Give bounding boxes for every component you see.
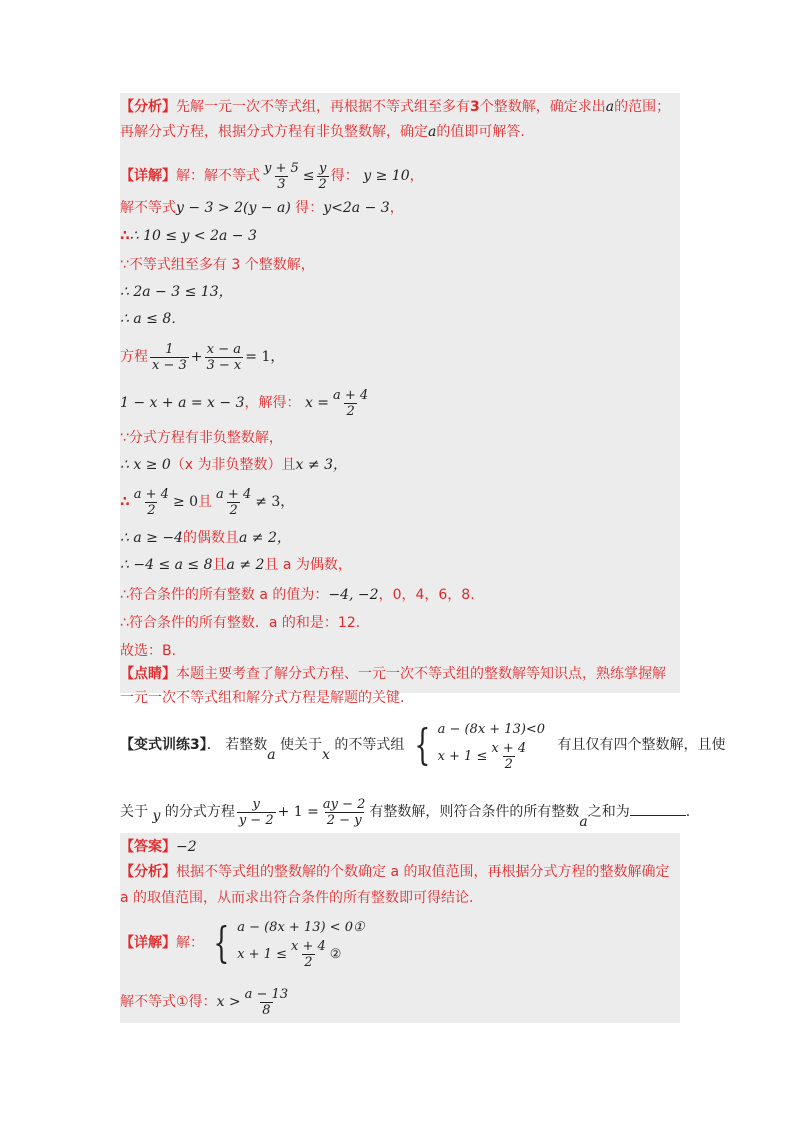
- analysis2-line-1: 【分析】根据不等式组的整数解的个数确定 a 的取值范围，再根据分式方程的整数解确定: [120, 864, 670, 880]
- analysis-line-1: 【分析】先解一元一次不等式组，再根据不等式组至多有3个整数解，确定求出a的范围；: [120, 99, 671, 115]
- inequality-system-numbered: { a − (8x + 13) < 0① x + 1 ≤ $\frac{x + 4}{2}$ ②: [213, 918, 365, 970]
- detail-line-9: ∵分式方程有非负整数解，: [120, 430, 283, 446]
- detail-line-15: ∴符合条件的所有整数．a 的和是：12.: [120, 615, 361, 631]
- detail-tag: 【详解】: [120, 168, 176, 184]
- problem-line-2: 关于 y 的分式方程 $\frac{y}{y - 2}$ + 1 = $\frac{ay - 2}{2 - y}$ 有整数解，则符合条件的所有整数a之和为 .: [120, 796, 691, 830]
- detail-line-5: ∴ 2a − 3 ≤ 13，: [120, 284, 233, 300]
- detail-line-13: ∴ −4 ≤ a ≤ 8且a ≠ 2且 a 为偶数，: [120, 557, 352, 573]
- analysis-tag: 【分析】: [120, 99, 176, 115]
- detail-line-1: 【详解】解：解不等式 $\frac{y + 5}{3}$ ≤ $\frac{y}{2}$ 得： y ≥ 10，: [120, 160, 424, 192]
- problem-title: 【变式训练3】: [120, 737, 207, 753]
- answer-blank[interactable]: [630, 803, 686, 816]
- analysis2-line-2: a 的取值范围，从而求出符合条件的所有整数即可得结论.: [120, 890, 474, 906]
- detail-line-12: ∴ a ≥ −4的偶数且a ≠ 2，: [120, 530, 291, 546]
- comment-tag: 【点睛】: [120, 666, 176, 682]
- answer-line: 【答案】−2: [120, 839, 197, 855]
- detail-line-16: 故选：B.: [120, 643, 177, 659]
- detail-line-11: ∴ $\frac{a + 4}{2}$ ≥ 0且 $\frac{a + 4}{2}$ ≠ 3，: [120, 486, 295, 518]
- detail-line-10: ∴ x ≥ 0（x 为非负整数）且x ≠ 3，: [120, 457, 347, 473]
- detail2-last-line: 解不等式①得：x > $\frac{a - 13}{8}$: [120, 986, 289, 1018]
- detail-line-3: ∴∴ 10 ≤ y < 2a − 3: [120, 228, 257, 244]
- detail2-system: 【详解】解： { a − (8x + 13) < 0① x + 1 ≤ $\frac{x + 4}{2}$ ②: [120, 918, 365, 970]
- detail-line-14: ∴符合条件的所有整数 a 的值为：−4, −2，0，4，6，8.: [120, 587, 475, 603]
- problem-line-1: 【变式训练3】． 若整数a 使关于x 的不等式组 { a − (8x + 13)<0 x + 1 ≤ $\frac{x + 4}{2}$ 有且仅有四个整数解，且使: [120, 720, 726, 772]
- detail-line-6: ∴ a ≤ 8．: [120, 311, 186, 327]
- detail-line-4: ∵不等式组至多有 3 个整数解，: [120, 257, 315, 273]
- detail-line-2: 解不等式y − 3 > 2(y − a) 得：y<2a − 3，: [120, 200, 404, 216]
- detail-line-8: 1 − x + a = x − 3，解得： x = $\frac{a + 4}{2}$: [120, 387, 369, 419]
- answer-tag: 【答案】: [120, 839, 176, 855]
- comment-line-2: 一元一次不等式组和解分式方程是解题的关键.: [120, 690, 405, 706]
- inequality-system: { a − (8x + 13)<0 x + 1 ≤ $\frac{x + 4}{2}$: [414, 720, 546, 772]
- analysis-line-2: 再解分式方程，根据分式方程有非负整数解，确定a的值即可解答.: [120, 124, 525, 140]
- detail-line-7: 方程 $\frac{1}{x - 3}$ + $\frac{x - a}{3 - x}$ = 1，: [120, 341, 285, 373]
- comment-line-1: 【点睛】本题主要考查了解分式方程、一元一次不等式组的整数解等知识点，熟练掌握解: [120, 666, 666, 682]
